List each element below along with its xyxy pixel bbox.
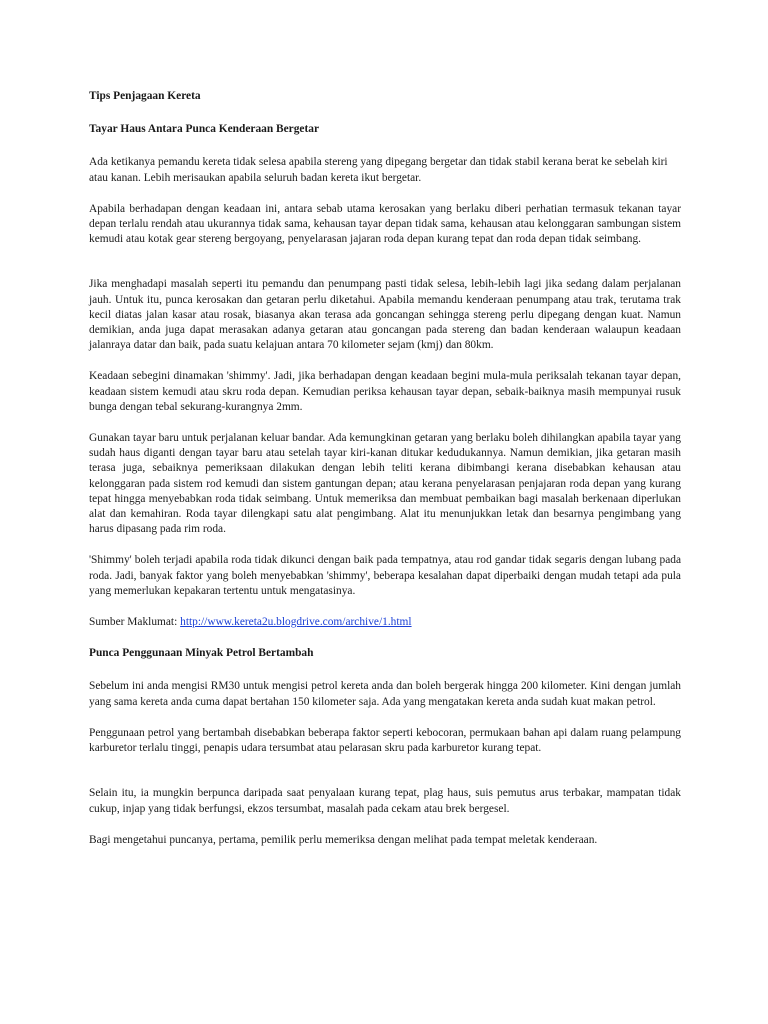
source-label: Sumber Maklumat: — [89, 616, 181, 629]
paragraph: Keadaan sebegini dinamakan 'shimmy'. Jadi, jika berhadapan dengan keadaan begini mula-mula periksalah tekanan tayar depan, keadaan sistem kemudi atau skru roda depan. Kemudian periksa kehausan tayar depan, sebaik-baiknya masih mempunyai rusuk bunga dengan tebal sekurang-kurangnya 2mm. — [89, 370, 681, 413]
source-link[interactable]: http://www.kereta2u.blogdrive.com/archive/1.html — [180, 616, 412, 629]
paragraph: Sebelum ini anda mengisi RM30 untuk mengisi petrol kereta anda dan boleh bergerak hingga 200 kilometer. Kini dengan jumlah yang sama kereta anda cuma dapat bertahan 150 kilometer saja. Ada yang mengatakan kereta anda sudah kuat makan petrol. — [89, 680, 681, 708]
section-heading-petrol: Punca Penggunaan Minyak Petrol Bertambah — [89, 647, 314, 660]
paragraph: Bagi mengetahui puncanya, pertama, pemilik perlu memeriksa dengan melihat pada tempat meletak kenderaan. — [89, 833, 598, 846]
document-title: Tips Penjagaan Kereta — [89, 90, 201, 102]
paragraph: Penggunaan petrol yang bertambah disebabkan beberapa faktor seperti kebocoran, permukaan bahan api dalam ruang pelampung karburetor terlalu tinggi, penapis udara tersumbat atau pelarasan skru pada karburetor kurang tepat. — [89, 726, 681, 755]
source-line — [89, 615, 681, 630]
paragraph: Jika menghadapi masalah seperti itu pemandu dan penumpang pasti tidak selesa, lebih-lebih lagi jika sedang dalam perjalanan jauh. Untuk itu, punca kerosakan dan getaran perlu diketahui. Apabila memandu kenderaan penumpang atau trak, terutama trak kecil diatas jalan kasar atau rosak, biasanya akan terasa ada goncangan sehingga stereng perlu dipegang dengan kuat. Namun demikian, anda juga dapat merasakan adanya getaran atau goncangan pada stereng dan badan kenderaan walaupun keadaan jalanraya datar dan baik, pada suatu kelajuan antara 70 kilometer sejam (kmj) dan 80km. — [89, 278, 681, 352]
paragraph: Apabila berhadapan dengan keadaan ini, antara sebab utama kerosakan yang berlaku diberi perhatian termasuk tekanan tayar depan terlalu rendah atau ukurannya tidak sama, kehausan tayar depan tidak sama, kehausan atau kelonggaran sambungan sistem kemudi atau kotak gear stereng bergoyang, penyelarasan jajaran roda depan kurang tepat dan roda depan tidak seimbang. — [89, 202, 681, 246]
document-page — [89, 89, 681, 864]
section-heading-tayar-haus: Tayar Haus Antara Punca Kenderaan Bergetar — [89, 123, 320, 136]
paragraph: Gunakan tayar baru untuk perjalanan keluar bandar. Ada kemungkinan getaran yang berlaku boleh dihilangkan apabila tayar yang sudah haus diganti dengan tayar baru atau setelah tayar kiri-kanan ditukar kedudukannya. Namun demikian, jika getaran masih terasa juga, sebaiknya pemeriksaan dilakukan dengan lebih teliti kerana dibimbangi kerana disebabkan kehausan atau kelonggaran pada sistem rod kemudi dan sistem gantungan depan; atau kerana penyelarasan penjajaran roda depan yang kurang tepat hingga menyebabkan roda tidak seimbang. Untuk memeriksa dan membuat pembaikan bagi masalah berkenaan diperlukan alat dan kemahiran. Roda tayar dilengkapi satu alat pengimbang. Alat itu menunjukkan letak dan besarnya pengimbang yang harus dipasang pada rim roda. — [89, 432, 681, 536]
paragraph: 'Shimmy' boleh terjadi apabila roda tidak dikunci dengan baik pada tempatnya, atau rod gandar tidak segaris dengan lubang pada roda. Jadi, banyak faktor yang boleh menyebabkan 'shimmy', beberapa kesalahan dapat diperbaiki dengan mudah tetapi ada pula yang memerlukan kepakaran tertentu untuk mengatasinya. — [89, 554, 681, 597]
paragraph: Selain itu, ia mungkin berpunca daripada saat penyalaan kurang tepat, plag haus, suis pemutus arus terbakar, mampatan tidak cukup, injap yang tidak berfungsi, ekzos tersumbat, masalah pada cekam atau brek bergesel. — [89, 787, 681, 815]
paragraph: Ada ketikanya pemandu kereta tidak selesa apabila stereng yang dipegang bergetar dan tidak stabil kerana berat ke sebelah kiri atau kanan. Lebih merisaukan apabila seluruh badan kereta ikut bergetar. — [89, 156, 668, 184]
